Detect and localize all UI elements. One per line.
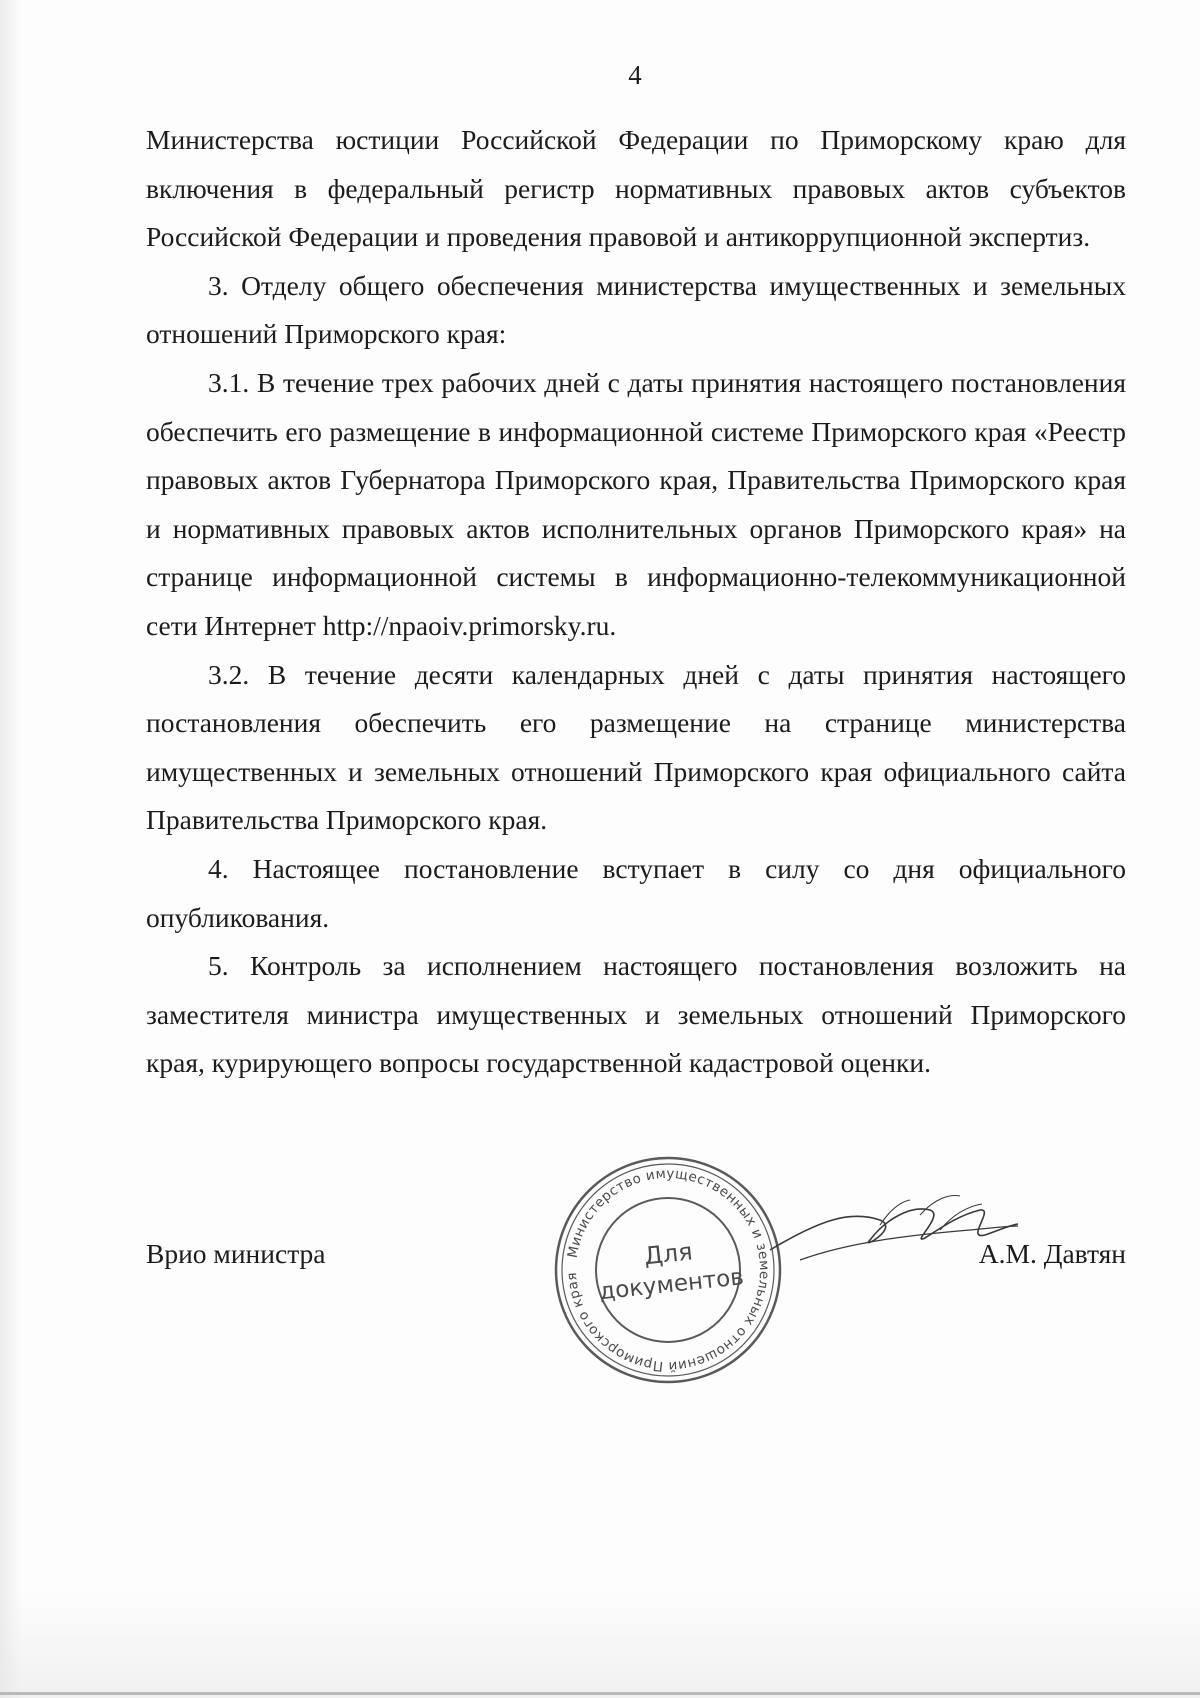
stamp-seal-graphic: [548, 1150, 788, 1390]
signatory-name: А.М. Давтян: [978, 1238, 1126, 1269]
stamp-ring-text: Министерство имущественных и земельных отношений Приморского края: [563, 1165, 773, 1375]
scan-edge-line: [0, 1692, 1200, 1695]
paragraph-item-3-1: 3.1. В течение трех рабочих дней с даты принятия настоящего постановления обеспечить его размещение в информационной системе Приморского края «Реестр правовых актов Губернатора Приморского края, Правительства Приморского края и нормативных правовых актов исполнительных органов Приморского края» на странице информационной системы в информационно-телекоммуникационной сети Интернет http://npaoiv.primorsky.ru.: [146, 366, 1126, 641]
signatory-title: Врио министра: [146, 1238, 326, 1269]
stamp-center-line2: документов: [598, 1264, 746, 1306]
paragraph-item-3-2: 3.2. В течение десяти календарных дней с даты принятия настоящего постановления обеспечить его размещение на странице министерства имущественных и земельных отношений Приморского края официального сайта Правительства Приморского края.: [146, 658, 1126, 836]
stamp-center-line1: Для: [642, 1237, 694, 1271]
paragraph-continuation: Министерства юстиции Российской Федерации по Приморскому краю для включения в федеральный регистр нормативных правовых актов субъектов Российской Федерации и проведения правовой и антикоррупционной экспертиз.: [146, 124, 1126, 253]
paragraph-item-3: 3. Отделу общего обеспечения министерства имущественных и земельных отношений Приморского края:: [146, 269, 1126, 350]
scan-shadow-bottom: [0, 1588, 1200, 1698]
paragraph-item-5: 5. Контроль за исполнением настоящего постановления возложить на заместителя министра имущественных и земельных отношений Приморского края, курирующего вопросы государственной кадастровой оценки.: [146, 950, 1126, 1079]
scan-shadow-left: [0, 0, 22, 1698]
paragraph-item-4: 4. Настоящее постановление вступает в силу со дня официального опубликования.: [146, 852, 1126, 933]
page-number: 4: [628, 60, 642, 90]
document-body: [146, 116, 1126, 1088]
official-stamp: [548, 1150, 788, 1390]
handwritten-signature: [760, 1180, 1020, 1300]
